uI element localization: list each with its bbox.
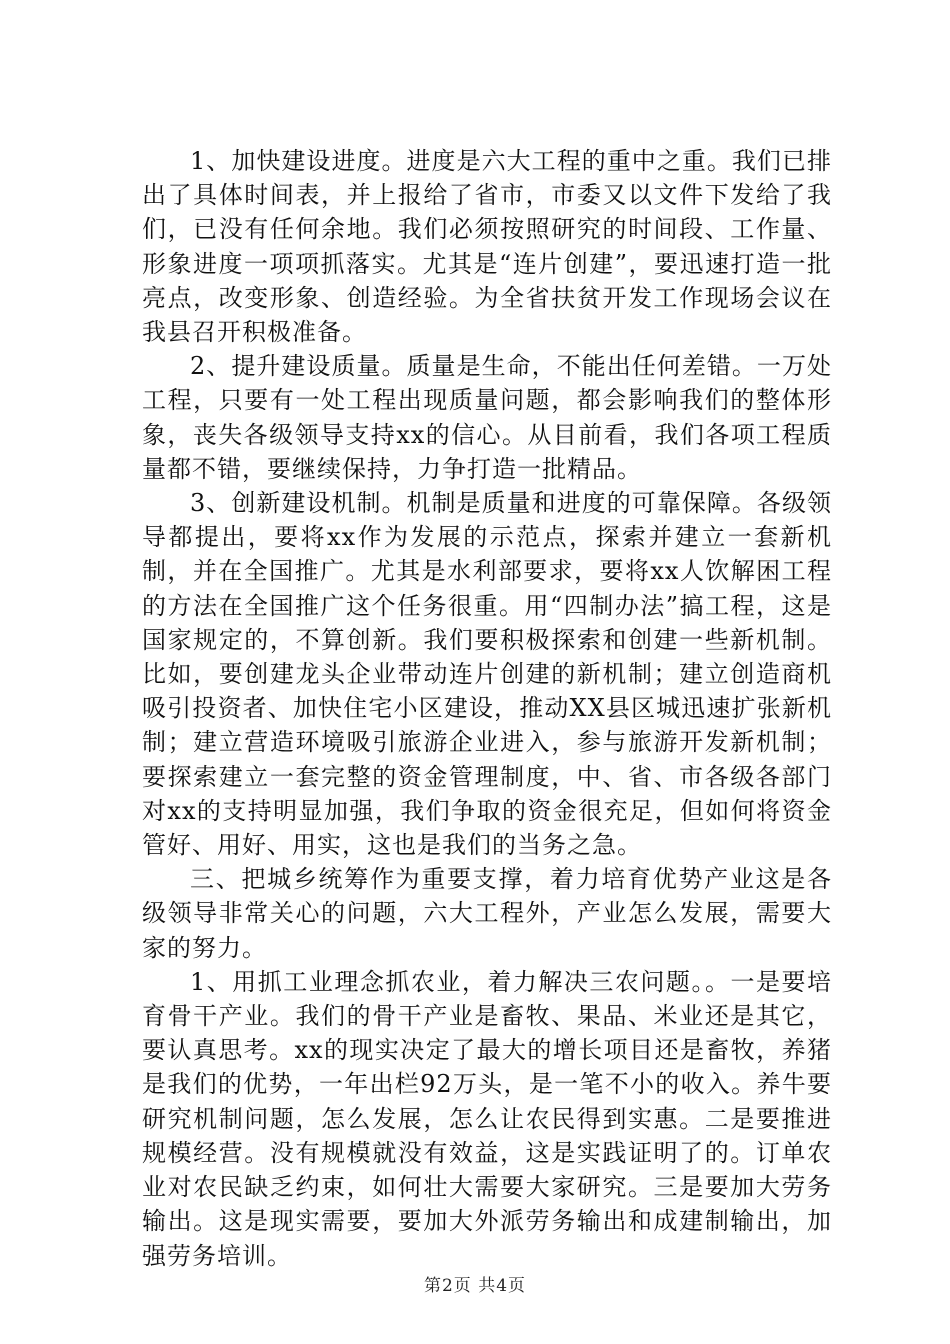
page-number-footer: 第2页 共4页 <box>423 1276 527 1296</box>
paragraph-agriculture: 1、用抓工业理念抓农业，着力解决三农问题。。一是要培育骨干产业。我们的骨干产业是畜牧、果品、米业还是其它，要认真思考。xx的现实决定了最大的增长项目还是畜牧，养猪是我们的优势，一年出栏92万头，是一笔不小的收入。养牛要研究机制问题，怎么发展，怎么让农民得到实惠。二是要推进规模经营。没有规模就没有效益，这是实践证明了的。订单农业对农民缺乏约束，如何壮大需要大家研究。三是要加大劳务输出。这是现实需要，要加大外派劳务输出和成建制输出，加强劳务培训。 <box>142 967 832 1270</box>
document-body <box>142 144 832 1273</box>
paragraph-innovate-mechanism: 3、创新建设机制。机制是质量和进度的可靠保障。各级领导都提出，要将xx作为发展的示范点，探索并建立一套新机制，并在全国推广。尤其是水利部要求，要将xx人饮解困工程的方法在全国推广这个任务很重。用“四制办法”搞工程，这是国家规定的，不算创新。我们要积极探索和创建一些新机制。比如，要创建龙头企业带动连片创建的新机制；建立创造商机吸引投资者、加快住宅小区建设，推动XX县区城迅速扩张新机制；建立营造环境吸引旅游企业进入，参与旅游开发新机制；要探索建立一套完整的资金管理制度，中、省、市各级各部门对xx的支持明显加强，我们争取的资金很充足，但如何将资金管好、用好、用实，这也是我们的当务之急。 <box>142 489 832 860</box>
paragraph-improve-quality: 2、提升建设质量。质量是生命，不能出任何差错。一万处工程，只要有一处工程出现质量问题，都会影响我们的整体形象，丧失各级领导支持xx的信心。从目前看，我们各项工程质量都不错，要继续保持，力争打造一批精品。 <box>142 352 832 483</box>
paragraph-accelerate-progress: 1、加快建设进度。进度是六大工程的重中之重。我们已排出了具体时间表，并上报给了省市，市委又以文件下发给了我们，已没有任何余地。我们必须按照研究的时间段、工作量、形象进度一项项抓落实。尤其是“连片创建”，要迅速打造一批亮点，改变形象、创造经验。为全省扶贫开发工作现场会议在我县召开积极准备。 <box>142 147 832 347</box>
paragraph-section-three-heading: 三、把城乡统筹作为重要支撑，着力培育优势产业这是各级领导非常关心的问题，六大工程外，产业怎么发展，需要大家的努力。 <box>142 865 832 962</box>
